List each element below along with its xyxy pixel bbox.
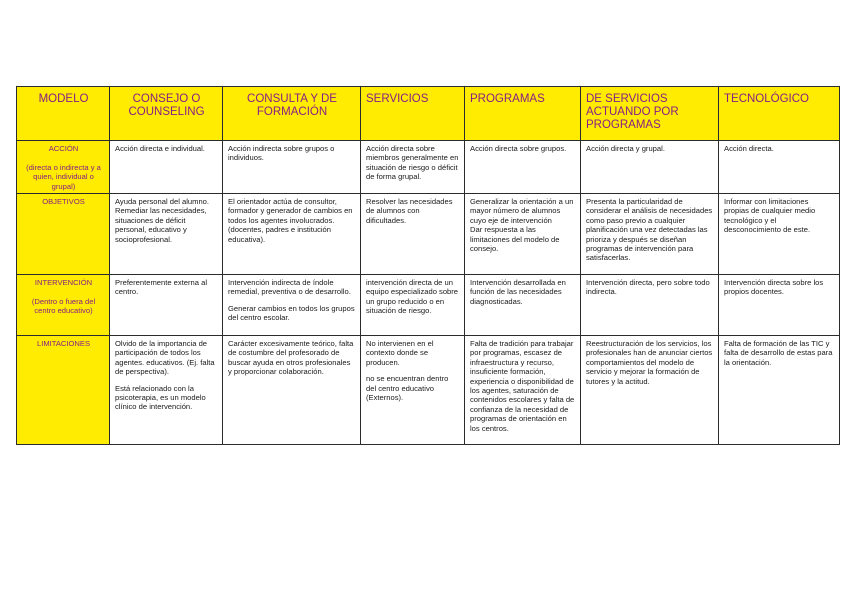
cell-limitaciones-servicios [361, 336, 465, 445]
header-servicios: SERVICIOS [361, 87, 465, 141]
row-intervencion [17, 275, 840, 336]
header-tecnologico: TECNOLÓGICO [719, 87, 840, 141]
cell-accion-tecnologico: Acción directa. [719, 141, 840, 194]
cell-objetivos-servicios-programas: Presenta la particularidad de considerar el análisis de necesidades como paso previo a cualquier planificación una vez detectadas las prioriza y después se diseñan programas de intervención para satisfacerlas. [581, 194, 719, 275]
row-label-intervencion [17, 275, 110, 336]
header-row [17, 87, 840, 141]
label-text: OBJETIVOS [42, 197, 85, 206]
cell-objetivos-servicios: Resolver las necesidades de alumnos con dificultades. [361, 194, 465, 275]
cell-paragraph: no se encuentran dentro del centro educativo (Externos). [366, 374, 449, 403]
cell-limitaciones-consejo [110, 336, 223, 445]
cell-paragraph: Dar respuesta a las limitaciones del modelo de consejo. [470, 225, 560, 254]
cell-intervencion-tecnologico: Intervención directa sobre los propios docentes. [719, 275, 840, 336]
cell-objetivos-consulta: El orientador actúa de consultor, formador y generador de cambios en todos los agentes involucrados. (docentes, padres e institución educativa). [223, 194, 361, 275]
row-label-accion [17, 141, 110, 194]
cell-accion-servicios: Acción directa sobre miembros generalmente en situación de riesgo o déficit de forma grupal. [361, 141, 465, 194]
label-subtext: (directa o indirecta y a quien, individual o grupal) [26, 162, 101, 191]
header-consulta: CONSULTA Y DE FORMACIÓN [223, 87, 361, 141]
label-text: INTERVENCIÓN [34, 278, 93, 287]
cell-limitaciones-consulta: Carácter excesivamente teórico, falta de costumbre del profesorado de buscar ayuda en otros profesionales y proporcionar colaboración. [223, 336, 361, 445]
cell-intervencion-programas: Intervención desarrollada en función de las necesidades diagnosticadas. [465, 275, 581, 336]
cell-paragraph: No intervienen en el contexto donde se producen. [366, 339, 434, 367]
cell-paragraph: Está relacionado con la psicoterapia, es un modelo clínico de intervención. [115, 383, 206, 412]
cell-paragraph: Olvido de la importancia de participación de todos los agentes. educativos. (Ej. falta de perspectiva). [115, 339, 215, 377]
cell-limitaciones-tecnologico: Falta de formación de las TIC y falta de desarrollo de estas para la orientación. [719, 336, 840, 445]
header-servicios-programas: DE SERVICIOS ACTUANDO POR PROGRAMAS [581, 87, 719, 141]
cell-accion-consejo: Acción directa e individual. [110, 141, 223, 194]
row-label-objetivos [17, 194, 110, 275]
label-text: LIMITACIONES [36, 339, 91, 348]
cell-paragraph: Generar cambios en todos los grupos del centro escolar. [228, 303, 355, 323]
cell-objetivos-consejo: Ayuda personal del alumno. Remediar las necesidades, situaciones de déficit personal, educativo y socioprofesional. [110, 194, 223, 275]
cell-paragraph: Generalizar la orientación a un mayor número de alumnos cuyo eje de intervención [470, 197, 574, 225]
header-modelo: MODELO [17, 87, 110, 141]
header-consejo: CONSEJO O COUNSELING [110, 87, 223, 141]
cell-intervencion-servicios-programas: Intervención directa, pero sobre todo indirecta. [581, 275, 719, 336]
cell-accion-consulta: Acción indirecta sobre grupos o individuos. [223, 141, 361, 194]
label-text: ACCIÓN [48, 144, 79, 153]
row-accion [17, 141, 840, 194]
row-limitaciones [17, 336, 840, 445]
header-programas: PROGRAMAS [465, 87, 581, 141]
cell-limitaciones-servicios-programas: Reestructuración de los servicios, los profesionales han de anunciar ciertos comportamientos del modelo de servicio y mejorar la formación de tutores y la actitud. [581, 336, 719, 445]
cell-intervencion-consulta [223, 275, 361, 336]
cell-limitaciones-programas: Falta de tradición para trabajar por programas, escasez de infraestructura y recurso, insuficiente formación, experiencia o disponibilidad de los agentes, saturación de contenidos escolares y falta de confianza de la necesidad de programas de orientación en los centros. [465, 336, 581, 445]
cell-accion-servicios-programas: Acción directa y grupal. [581, 141, 719, 194]
cell-intervencion-servicios: intervención directa de un equipo especializado sobre un grupo reducido o en situación de riesgo. [361, 275, 465, 336]
cell-accion-programas: Acción directa sobre grupos. [465, 141, 581, 194]
label-subtext: (Dentro o fuera del centro educativo) [31, 296, 96, 315]
row-label-limitaciones [17, 336, 110, 445]
cell-paragraph: Intervención indirecta de índole remedial, preventiva o de desarrollo. [228, 278, 351, 297]
row-objetivos [17, 194, 840, 275]
cell-objetivos-programas [465, 194, 581, 275]
cell-intervencion-consejo: Preferentemente externa al centro. [110, 275, 223, 336]
cell-objetivos-tecnologico: Informar con limitaciones propias de cualquier medio tecnológico y el desconocimiento de este. [719, 194, 840, 275]
models-comparison-table [16, 86, 840, 445]
